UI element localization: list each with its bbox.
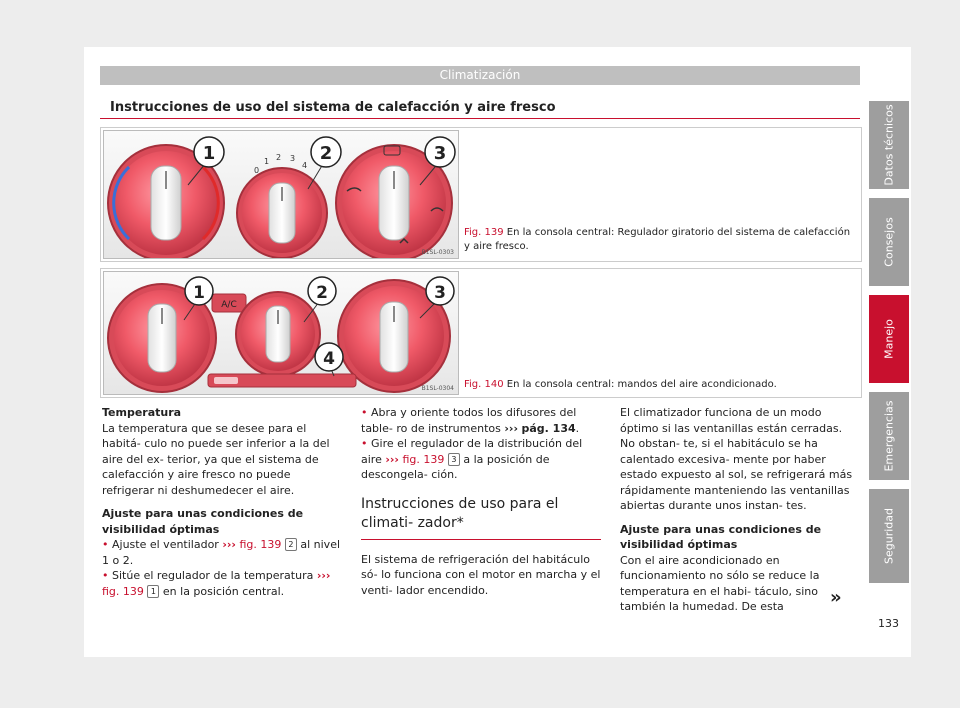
dial-mark-0: 0 (254, 166, 260, 175)
page-reference-link[interactable]: pág. 134 (521, 421, 576, 435)
figure-140-image (103, 271, 459, 395)
caption-number: Fig. 140 (464, 379, 504, 390)
heading-visibility: Ajuste para unas condiciones de visibilidad óptimas (102, 507, 304, 536)
callout-1: 1 (202, 143, 216, 164)
dial-mark-3: 3 (290, 154, 296, 163)
bullet-item: • Sitúe el regulador de la temperatura ››› fig. 139 1 en la posición central. (102, 569, 331, 598)
heading-visibility: Ajuste para unas condiciones de visibilidad óptimas (620, 522, 822, 551)
callout-marker: 3 (448, 453, 460, 466)
paragraph: El sistema de refrigeración del habitáculo só- lo funciona con el motor en marcha y el venti- lador encendido. (361, 552, 601, 597)
callout-4: 4 (323, 349, 335, 369)
side-tab-seguridad[interactable]: Seguridad (869, 489, 909, 583)
text-column-3 (620, 405, 860, 615)
callout-marker: 2 (285, 538, 297, 551)
side-tab-emergencias[interactable]: Emergencias (869, 392, 909, 480)
chapter-header: Climatización (100, 66, 860, 85)
figure-139-image (103, 130, 459, 259)
ac-label: A/C (221, 300, 237, 310)
ac-button (212, 294, 246, 312)
fan-knob (237, 153, 327, 258)
subsection-heading: Instrucciones de uso para el climati- zador* (361, 495, 559, 531)
page-number: 133 (878, 617, 899, 630)
bullet-item: • Gire el regulador de la distribución del aire ››› fig. 139 3 a la posición de descongela- ción. (361, 437, 583, 481)
dial-mark-4: 4 (302, 161, 308, 170)
dial-mark-2: 2 (276, 153, 282, 162)
heading-temperatura: Temperatura (102, 406, 182, 419)
figure-139-caption (464, 226, 854, 254)
figure-reference-link[interactable]: fig. 139 (239, 538, 282, 551)
callout-marker: 1 (147, 585, 159, 598)
bullet-item: • Abra y oriente todos los difusores del table- ro de instrumentos ››› pág. 134. (361, 406, 580, 435)
paragraph: La temperatura que se desee para el habitá- culo no puede ser inferior a la del aire del ex- terior, ya que el sistema de calefacción y aire fresco no puede refrigerar ni deshumedecer el aire. (102, 421, 330, 497)
continue-arrow: » (830, 587, 842, 608)
figure-code: B1SL-0304 (421, 385, 454, 392)
side-tab-consejos[interactable]: Consejos (869, 198, 909, 286)
figure-140 (100, 268, 862, 398)
callout-3: 3 (433, 143, 447, 164)
figure-reference-link[interactable]: fig. 139 (102, 584, 144, 598)
figure-code: B1SL-0303 (421, 249, 454, 256)
caption-text: En la consola central: mandos del aire acondicionado. (506, 379, 777, 390)
paragraph: Con el aire acondicionado en funcionamiento no sólo se reduce la temperatura en el habi- táculo, sino también la humedad. De esta (620, 553, 820, 613)
caption-number: Fig. 139 (464, 227, 504, 238)
callout-1: 1 (193, 283, 205, 303)
side-tab-manejo[interactable]: Manejo (869, 295, 909, 383)
callout-2: 2 (316, 283, 328, 303)
bullet-item: • Ajuste el ventilador ››› fig. 139 2 al nivel 1 o 2. (102, 538, 341, 567)
paragraph: El climatizador funciona de un modo óptimo si las ventanillas están cerradas. No obstan- te, si el habitáculo se ha calentado excesiva- mente por haber estado expuesto al sol, se refrigerará más rápidamente manteniendo las ventanillas abiertas durante unos instan- tes. (620, 406, 853, 512)
figure-140-caption (464, 378, 854, 392)
callout-2: 2 (319, 143, 333, 164)
fan-knob (236, 292, 320, 376)
figure-139 (100, 127, 862, 262)
text-column-1 (102, 405, 342, 599)
side-tab-datos-tecnicos[interactable]: Datos técnicos (869, 101, 909, 189)
caption-text: En la consola central: Regulador giratorio del sistema de calefacción y aire fresco. (464, 227, 851, 252)
dial-mark-1: 1 (264, 157, 270, 166)
title-rule (100, 118, 860, 119)
callout-3: 3 (434, 283, 446, 303)
text-column-2 (361, 405, 601, 598)
figure-reference-link[interactable]: fig. 139 (402, 452, 445, 466)
section-title: Instrucciones de uso del sistema de calefacción y aire fresco (110, 100, 556, 115)
